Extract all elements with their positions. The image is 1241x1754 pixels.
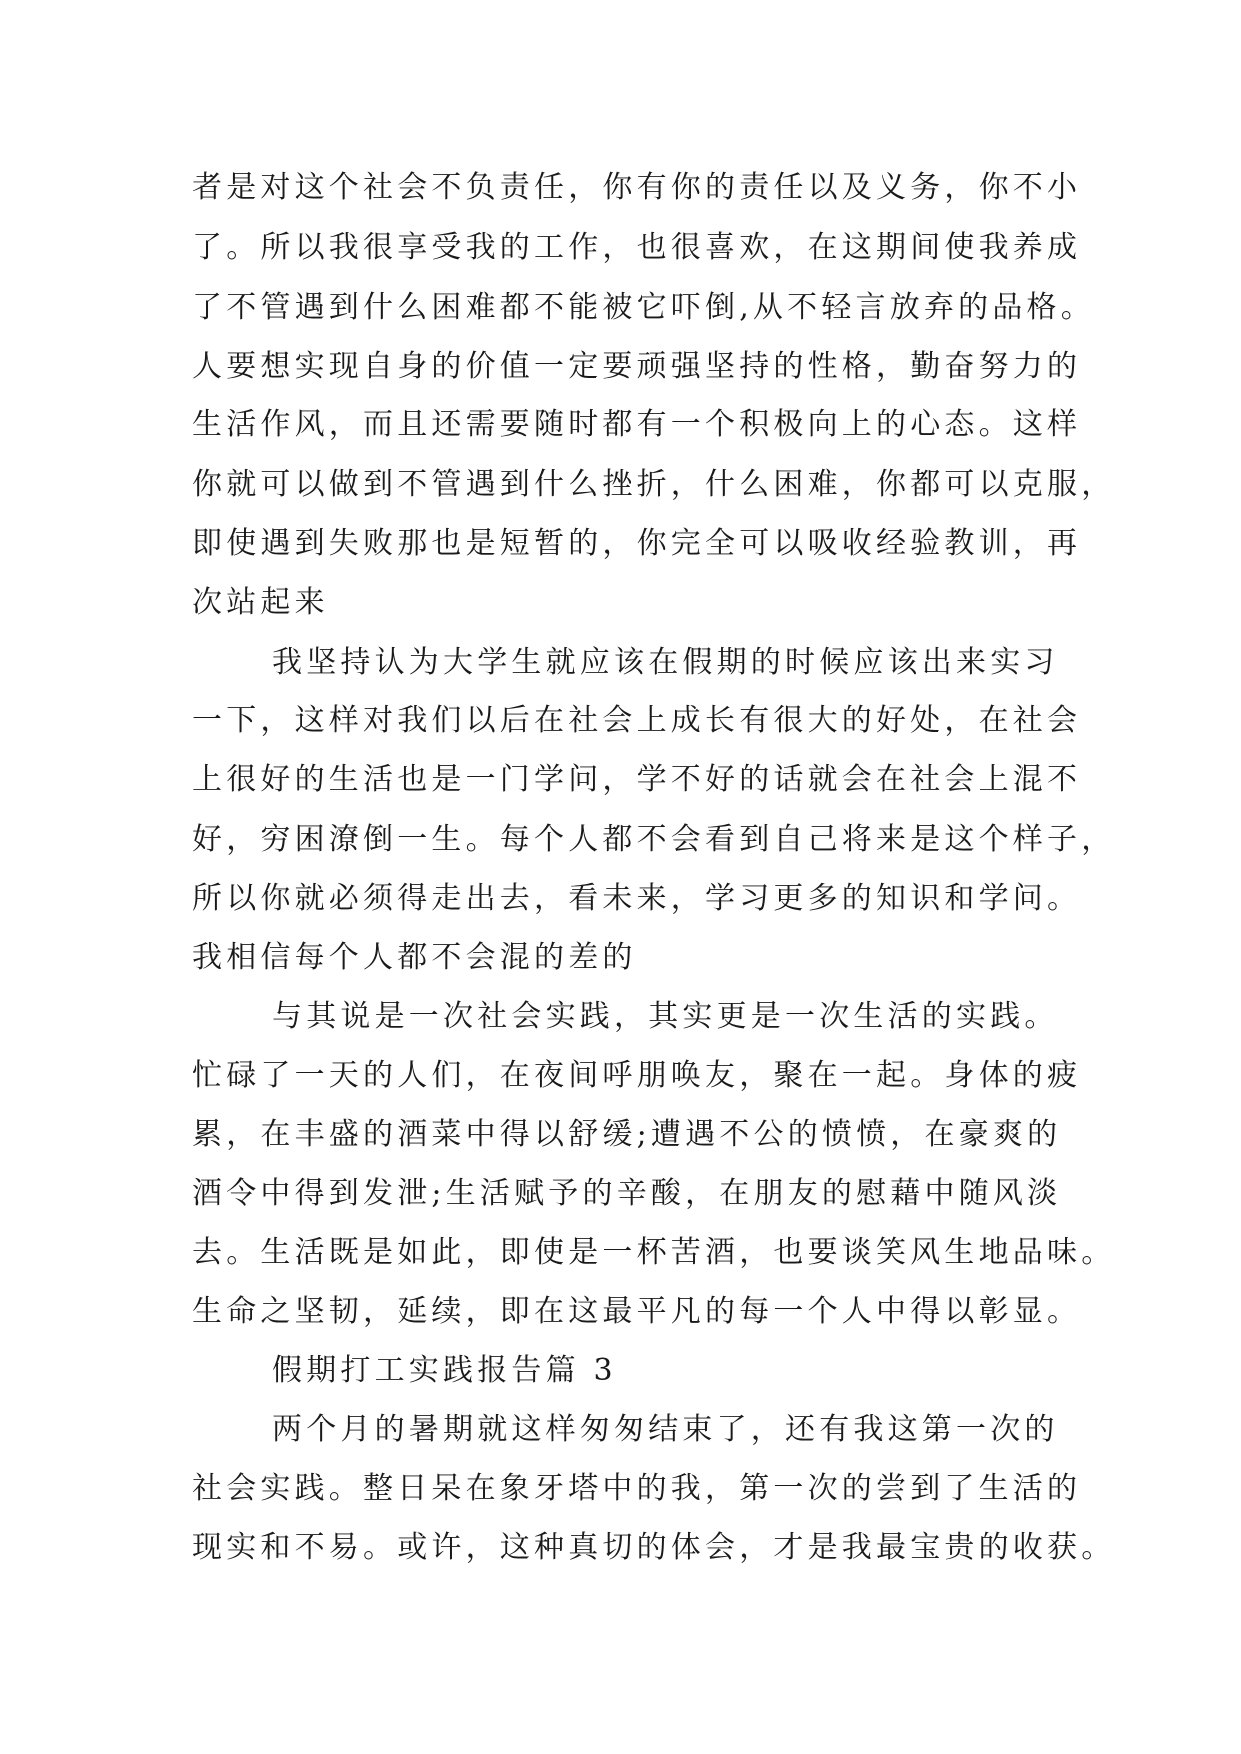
section-heading: 假期打工实践报告篇 3 — [272, 1353, 617, 1388]
text-line: 好，穷困潦倒一生。每个人都不会看到自己将来是这个样子， — [192, 822, 1116, 857]
text-line: 次站起来 — [192, 585, 329, 620]
paragraph-start-line: 两个月的暑期就这样匆匆结束了，还有我这第一次的 — [272, 1412, 1059, 1447]
paragraph-start-line: 与其说是一次社会实践，其实更是一次生活的实践。 — [272, 999, 1059, 1034]
text-line: 了不管遇到什么困难都不能被它吓倒,从不轻言放弃的品格。 — [192, 290, 1095, 325]
text-line: 了。所以我很享受我的工作，也很喜欢，在这期间使我养成 — [192, 230, 1082, 265]
text-line: 我相信每个人都不会混的差的 — [192, 940, 637, 975]
text-line: 上很好的生活也是一门学问，学不好的话就会在社会上混不 — [192, 762, 1082, 797]
text-line: 生活作风，而且还需要随时都有一个积极向上的心态。这样 — [192, 407, 1082, 442]
text-line: 社会实践。整日呆在象牙塔中的我，第一次的尝到了生活的 — [192, 1471, 1082, 1506]
text-line: 酒令中得到发泄;生活赋予的辛酸，在朋友的慰藉中随风淡 — [192, 1176, 1062, 1211]
text-line: 忙碌了一天的人们，在夜间呼朋唤友，聚在一起。身体的疲 — [192, 1058, 1082, 1093]
paragraph-start-line: 我坚持认为大学生就应该在假期的时候应该出来实习 — [272, 645, 1059, 680]
text-line: 现实和不易。或许，这种真切的体会，才是我最宝贵的收获。 — [192, 1530, 1116, 1565]
text-line: 者是对这个社会不负责任，你有你的责任以及义务，你不小 — [192, 170, 1082, 205]
text-line: 即使遇到失败那也是短暂的，你完全可以吸收经验教训，再 — [192, 526, 1082, 561]
text-line: 你就可以做到不管遇到什么挫折，什么困难，你都可以克服， — [192, 467, 1116, 502]
text-line: 生命之坚韧，延续，即在这最平凡的每一个人中得以彰显。 — [192, 1294, 1082, 1329]
text-line: 累，在丰盛的酒菜中得以舒缓;遭遇不公的愤愤，在豪爽的 — [192, 1117, 1062, 1152]
text-line: 一下，这样对我们以后在社会上成长有很大的好处，在社会 — [192, 703, 1082, 738]
text-line: 所以你就必须得走出去，看未来，学习更多的知识和学问。 — [192, 881, 1082, 916]
text-line: 人要想实现自身的价值一定要顽强坚持的性格，勤奋努力的 — [192, 349, 1082, 384]
text-line: 去。生活既是如此，即使是一杯苦酒，也要谈笑风生地品味。 — [192, 1235, 1116, 1270]
